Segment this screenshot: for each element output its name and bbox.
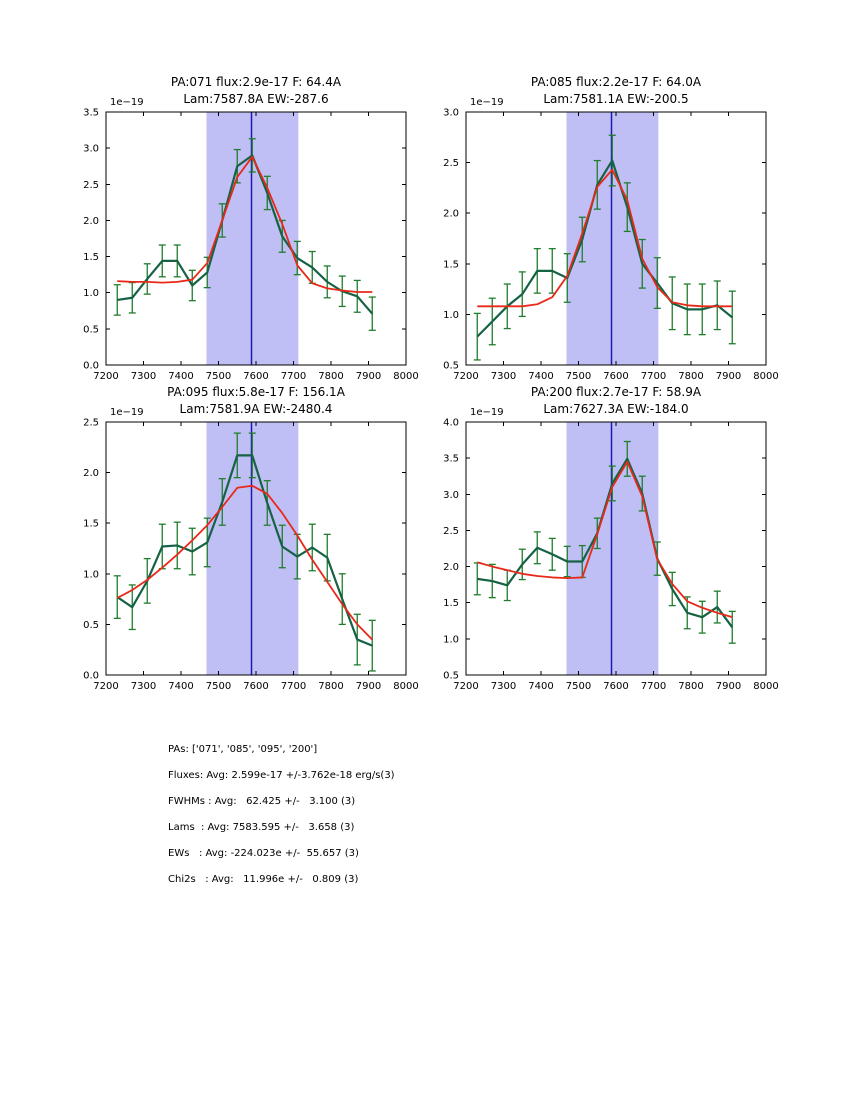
subplot-pa085: [416, 60, 784, 404]
svg-text:7700: 7700: [640, 371, 667, 382]
svg-text:0.5: 0.5: [83, 619, 99, 631]
subplot-pa200: [416, 370, 784, 714]
svg-text:Lam:7587.8A EW:-287.6: Lam:7587.8A EW:-287.6: [183, 92, 329, 106]
svg-text:Lam:7581.1A EW:-200.5: Lam:7581.1A EW:-200.5: [543, 92, 689, 106]
svg-text:7400: 7400: [528, 681, 554, 692]
svg-text:7600: 7600: [603, 681, 629, 692]
svg-text:7900: 7900: [355, 681, 382, 692]
svg-text:7600: 7600: [243, 681, 269, 692]
svg-text:2.5: 2.5: [443, 158, 459, 170]
svg-text:3.0: 3.0: [443, 107, 459, 119]
svg-text:7900: 7900: [715, 371, 742, 382]
svg-text:7700: 7700: [280, 371, 307, 382]
svg-text:7700: 7700: [280, 681, 307, 692]
svg-text:7800: 7800: [678, 681, 704, 692]
svg-text:1.5: 1.5: [83, 252, 99, 264]
svg-text:PA:071 flux:2.9e-17 F: 64.4A: PA:071 flux:2.9e-17 F: 64.4A: [170, 75, 342, 89]
svg-text:0.5: 0.5: [443, 360, 459, 372]
svg-text:0.5: 0.5: [443, 670, 459, 682]
svg-text:7700: 7700: [640, 681, 667, 692]
svg-text:7200: 7200: [93, 371, 119, 382]
svg-text:7300: 7300: [130, 681, 157, 692]
svg-text:1.5: 1.5: [443, 259, 459, 271]
svg-text:7900: 7900: [355, 371, 382, 382]
svg-text:2.5: 2.5: [83, 179, 99, 191]
svg-text:7400: 7400: [168, 681, 194, 692]
svg-text:Lam:7627.3A EW:-184.0: Lam:7627.3A EW:-184.0: [543, 402, 689, 416]
svg-text:7600: 7600: [603, 371, 629, 382]
summary-line-lams: Lams : Avg: 7583.595 +/- 3.658 (3): [168, 822, 355, 833]
svg-text:7300: 7300: [130, 371, 157, 382]
svg-text:7800: 7800: [678, 371, 704, 382]
svg-text:7900: 7900: [715, 681, 742, 692]
svg-text:7200: 7200: [93, 681, 119, 692]
svg-text:1e−19: 1e−19: [470, 97, 504, 108]
svg-text:7500: 7500: [565, 681, 592, 692]
svg-text:0.0: 0.0: [83, 670, 99, 682]
svg-text:3.0: 3.0: [83, 143, 99, 155]
svg-text:1.5: 1.5: [83, 518, 99, 530]
svg-text:PA:085 flux:2.2e-17 F: 64.0A: PA:085 flux:2.2e-17 F: 64.0A: [530, 75, 702, 89]
svg-text:2.5: 2.5: [83, 417, 99, 429]
svg-text:2.0: 2.0: [443, 562, 459, 574]
svg-text:1e−19: 1e−19: [110, 97, 144, 108]
svg-text:7200: 7200: [453, 681, 479, 692]
svg-text:3.5: 3.5: [83, 107, 99, 119]
svg-text:1e−19: 1e−19: [110, 407, 144, 418]
svg-text:0.0: 0.0: [83, 360, 99, 372]
svg-text:7200: 7200: [453, 371, 479, 382]
svg-text:2.0: 2.0: [443, 208, 459, 220]
svg-text:PA:095 flux:5.8e-17 F: 156.1A: PA:095 flux:5.8e-17 F: 156.1A: [167, 385, 345, 399]
svg-text:8000: 8000: [393, 371, 419, 382]
svg-text:3.5: 3.5: [443, 453, 459, 465]
svg-text:2.5: 2.5: [443, 525, 459, 537]
svg-text:7500: 7500: [205, 371, 232, 382]
summary-line-pas: PAs: ['071', '085', '095', '200']: [168, 744, 318, 755]
svg-text:7300: 7300: [490, 681, 517, 692]
svg-text:1.0: 1.0: [443, 309, 459, 321]
svg-text:2.0: 2.0: [83, 215, 99, 227]
subplot-pa095: [56, 370, 424, 714]
svg-text:7400: 7400: [168, 371, 194, 382]
svg-text:7600: 7600: [243, 371, 269, 382]
svg-text:7500: 7500: [565, 371, 592, 382]
svg-text:Lam:7581.9A EW:-2480.4: Lam:7581.9A EW:-2480.4: [179, 402, 333, 416]
svg-text:3.0: 3.0: [443, 489, 459, 501]
svg-text:1.0: 1.0: [443, 634, 459, 646]
svg-text:8000: 8000: [753, 681, 779, 692]
summary-line-chi2s: Chi2s : Avg: 11.996e +/- 0.809 (3): [168, 874, 359, 885]
svg-text:7300: 7300: [490, 371, 517, 382]
subplot-pa071: [56, 60, 424, 404]
svg-text:8000: 8000: [393, 681, 419, 692]
summary-line-fluxes: Fluxes: Avg: 2.599e-17 +/-3.762e-18 erg/s(3): [168, 770, 395, 781]
svg-text:1.0: 1.0: [83, 569, 99, 581]
svg-text:0.5: 0.5: [83, 324, 99, 336]
svg-text:4.0: 4.0: [443, 417, 459, 429]
svg-text:1.0: 1.0: [83, 288, 99, 300]
svg-text:7800: 7800: [318, 371, 344, 382]
svg-text:PA:200 flux:2.7e-17 F: 58.9A: PA:200 flux:2.7e-17 F: 58.9A: [530, 385, 702, 399]
svg-text:7800: 7800: [318, 681, 344, 692]
summary-line-fwhms: FWHMs : Avg: 62.425 +/- 3.100 (3): [168, 796, 356, 807]
fit-summary-block: [168, 737, 395, 893]
svg-text:1.5: 1.5: [443, 598, 459, 610]
svg-text:7500: 7500: [205, 681, 232, 692]
svg-text:8000: 8000: [753, 371, 779, 382]
summary-line-ews: EWs : Avg: -224.023e +/- 55.657 (3): [168, 848, 359, 859]
svg-text:1e−19: 1e−19: [470, 407, 504, 418]
svg-text:7400: 7400: [528, 371, 554, 382]
svg-text:2.0: 2.0: [83, 468, 99, 480]
